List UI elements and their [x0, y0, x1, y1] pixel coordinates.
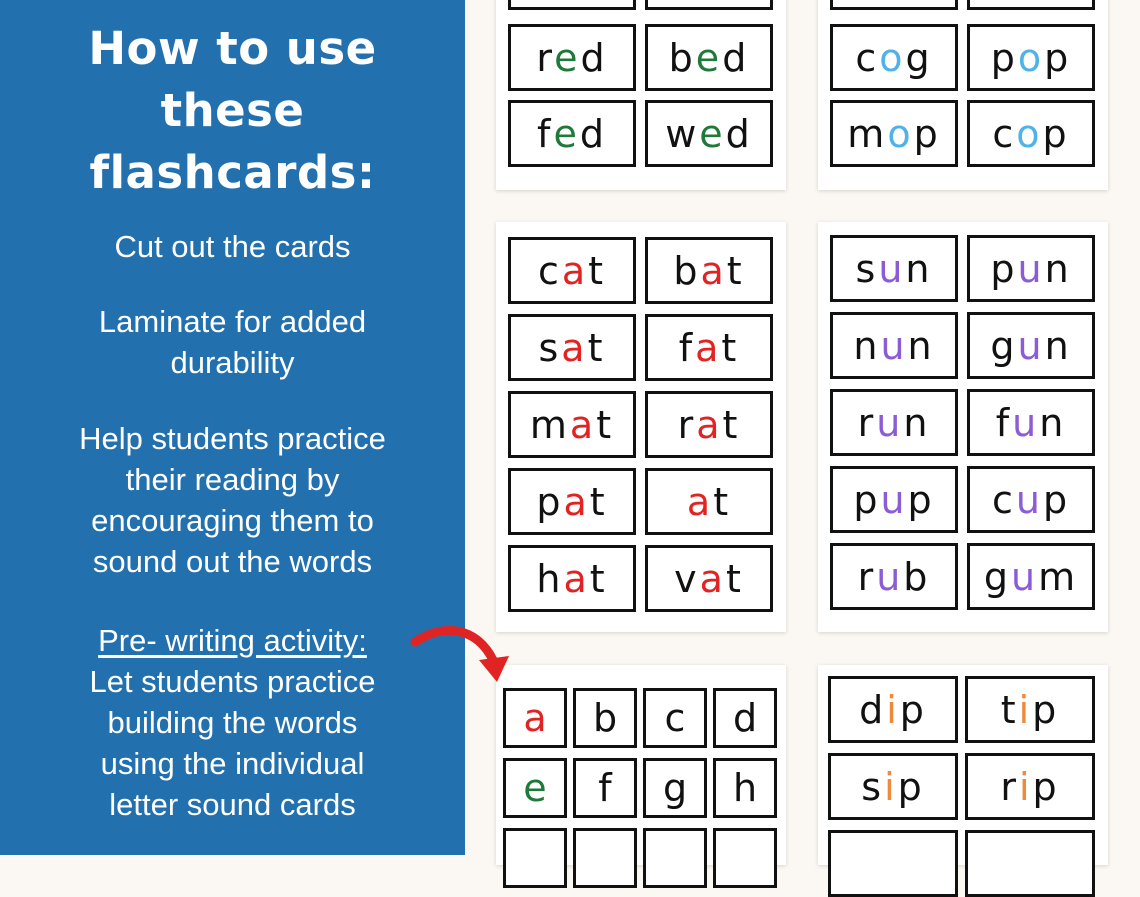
- sheet-short-e: [496, 0, 786, 190]
- instructions-panel: [0, 0, 465, 855]
- word-card: sat: [508, 314, 636, 381]
- word-card: [830, 0, 958, 10]
- word-card: [965, 830, 1095, 897]
- word-card: dip: [828, 676, 958, 743]
- title-line: flashcards:: [89, 146, 376, 199]
- word-card: gun: [967, 312, 1095, 379]
- word-card: [508, 0, 636, 10]
- letter-card: b: [573, 688, 637, 748]
- word-card: fed: [508, 100, 636, 167]
- letter-card: [503, 828, 567, 888]
- curved-arrow-icon: [405, 620, 515, 690]
- step-cut-out: [0, 226, 465, 267]
- word-card: bat: [645, 237, 773, 304]
- letter-card: c: [643, 688, 707, 748]
- word-card: sip: [828, 753, 958, 820]
- step-line: letter sound cards: [109, 787, 356, 822]
- word-card: [645, 0, 773, 10]
- word-card: pat: [508, 468, 636, 535]
- word-card: fun: [967, 389, 1095, 456]
- word-card: hat: [508, 545, 636, 612]
- sheet-short-i: [818, 665, 1108, 865]
- letter-card: [573, 828, 637, 888]
- step-line: encouraging them to: [91, 503, 374, 538]
- word-card: cup: [967, 466, 1095, 533]
- word-card: at: [645, 468, 773, 535]
- word-card: mop: [830, 100, 958, 167]
- word-card: pop: [967, 24, 1095, 91]
- word-card: gum: [967, 543, 1095, 610]
- word-card: pup: [830, 466, 958, 533]
- word-card: bed: [645, 24, 773, 91]
- letter-card: h: [713, 758, 777, 818]
- step-line: using the individual: [100, 746, 365, 781]
- word-card: vat: [645, 545, 773, 612]
- word-card: [828, 830, 958, 897]
- word-card: nun: [830, 312, 958, 379]
- letter-card: g: [643, 758, 707, 818]
- sheet-short-o: [818, 0, 1108, 190]
- step-line: durability: [170, 345, 295, 380]
- prewriting-title: Pre- writing activity:: [98, 623, 367, 658]
- word-card: red: [508, 24, 636, 91]
- word-card: cop: [967, 100, 1095, 167]
- sheet-short-u: [818, 222, 1108, 632]
- letter-card: [713, 828, 777, 888]
- word-card: rat: [645, 391, 773, 458]
- word-card: cog: [830, 24, 958, 91]
- letter-card: a: [503, 688, 567, 748]
- page-title: [0, 18, 465, 204]
- step-line: Help students practice: [79, 421, 386, 456]
- word-card: run: [830, 389, 958, 456]
- letter-card: f: [573, 758, 637, 818]
- step-prewriting: [0, 620, 465, 825]
- step-practice-reading: [0, 418, 465, 582]
- word-card: sun: [830, 235, 958, 302]
- step-laminate: [0, 301, 465, 383]
- word-card: fat: [645, 314, 773, 381]
- word-card: mat: [508, 391, 636, 458]
- title-line: How to use: [88, 22, 377, 75]
- step-line: Cut out the cards: [114, 229, 351, 264]
- letter-card: e: [503, 758, 567, 818]
- word-card: [967, 0, 1095, 10]
- letter-card: d: [713, 688, 777, 748]
- step-line: building the words: [107, 705, 358, 740]
- word-card: tip: [965, 676, 1095, 743]
- step-line: Let students practice: [89, 664, 376, 699]
- step-line: Laminate for added: [98, 304, 367, 339]
- title-line: these: [160, 84, 305, 137]
- sheet-short-a: [496, 222, 786, 632]
- letter-card: [643, 828, 707, 888]
- step-line: sound out the words: [92, 544, 373, 579]
- word-card: pun: [967, 235, 1095, 302]
- word-card: rip: [965, 753, 1095, 820]
- word-card: wed: [645, 100, 773, 167]
- sheet-letter-cards: [496, 665, 786, 865]
- word-card: rub: [830, 543, 958, 610]
- word-card: cat: [508, 237, 636, 304]
- step-line: their reading by: [125, 462, 340, 497]
